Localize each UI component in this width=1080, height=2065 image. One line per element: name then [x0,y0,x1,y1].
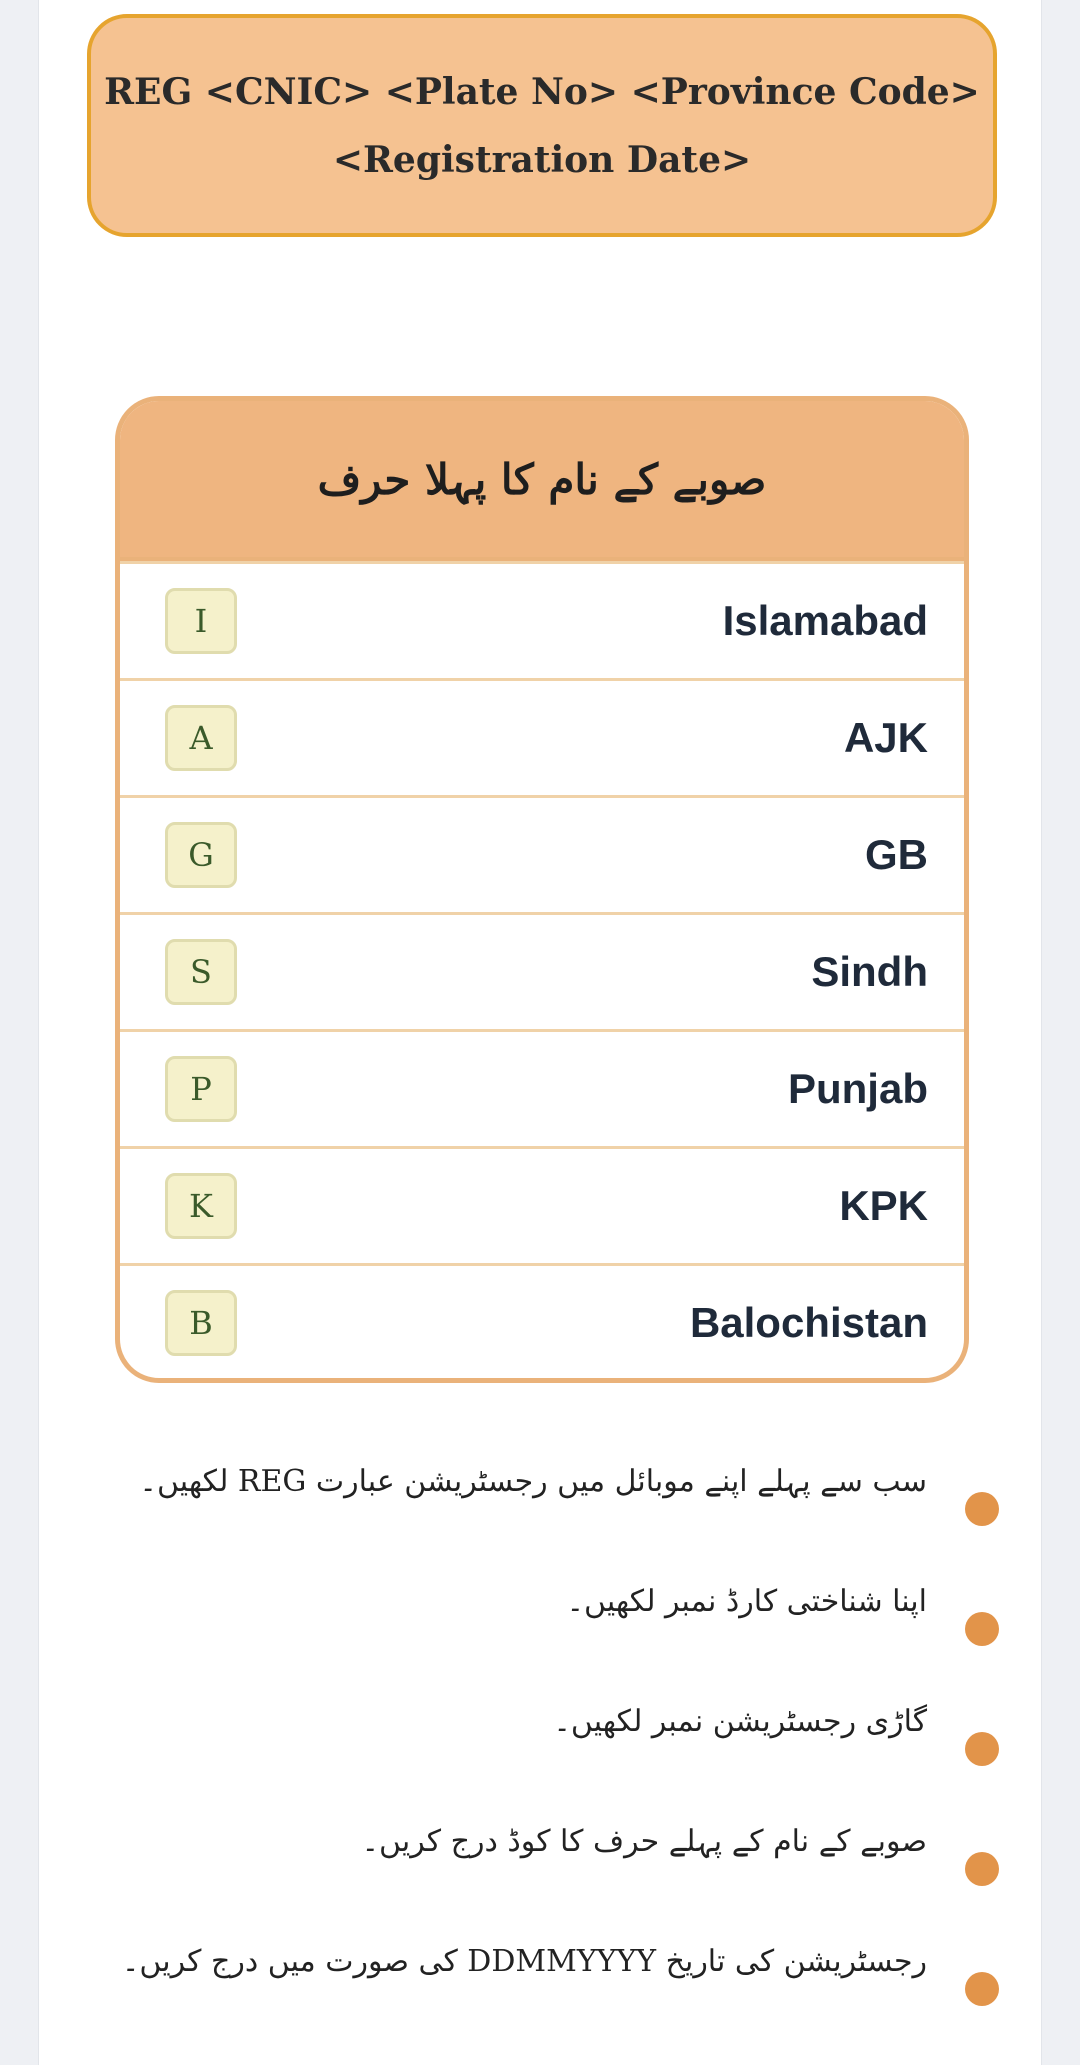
province-code-badge: A [165,705,237,771]
table-row [120,678,964,795]
list-item [39,1440,1043,1560]
step-text: رجسٹریشن کی تاریخ DDMMYYYY کی صورت میں درج کریں۔ [121,1944,927,1979]
table-row [120,912,964,1029]
sms-format-box [87,14,997,237]
table-row [120,561,964,678]
instruction-steps-list [39,1440,1043,2040]
table-row [120,1029,964,1146]
province-name: Balochistan [689,1299,928,1346]
province-code-badge: K [165,1173,237,1239]
bullet-dot-icon [965,1972,999,2006]
province-name: GB [865,831,928,878]
list-item [39,1800,1043,1920]
bullet-dot-icon [965,1732,999,1766]
format-line-1: REG <CNIC> <Plate No> <Province Code> [104,70,980,113]
province-name: Punjab [787,1065,928,1112]
province-code-badge: G [165,822,237,888]
province-code-badge: B [165,1290,237,1356]
province-code-badge: I [165,588,237,654]
bullet-dot-icon [965,1612,999,1646]
province-name: AJK [843,714,928,761]
step-text: گاڑی رجسٹریشن نمبر لکھیں۔ [553,1704,927,1739]
province-name: Islamabad [722,597,928,644]
table-row [120,1263,964,1380]
bullet-dot-icon [965,1492,999,1526]
bullet-dot-icon [965,1852,999,1886]
table-row [120,795,964,912]
table-header-title: صوبے کے نام کا پہلا حرف [317,454,767,504]
list-item [39,1560,1043,1680]
table-row [120,1146,964,1263]
province-code-badge: S [165,939,237,1005]
format-line-2: <Registration Date> [332,138,752,181]
province-name: Sindh [811,948,928,995]
page [38,0,1042,2065]
table-header [120,401,964,561]
list-item [39,1680,1043,1800]
list-item [39,1920,1043,2040]
step-text: سب سے پہلے اپنے موبائل میں رجسٹریشن عبارت REG لکھیں۔ [139,1464,927,1499]
province-name: KPK [839,1182,928,1229]
province-code-badge: P [165,1056,237,1122]
step-text: صوبے کے نام کے پہلے حرف کا کوڈ درج کریں۔ [361,1824,927,1859]
step-text: اپنا شناختی کارڈ نمبر لکھیں۔ [566,1584,927,1619]
province-code-table [115,396,969,1383]
